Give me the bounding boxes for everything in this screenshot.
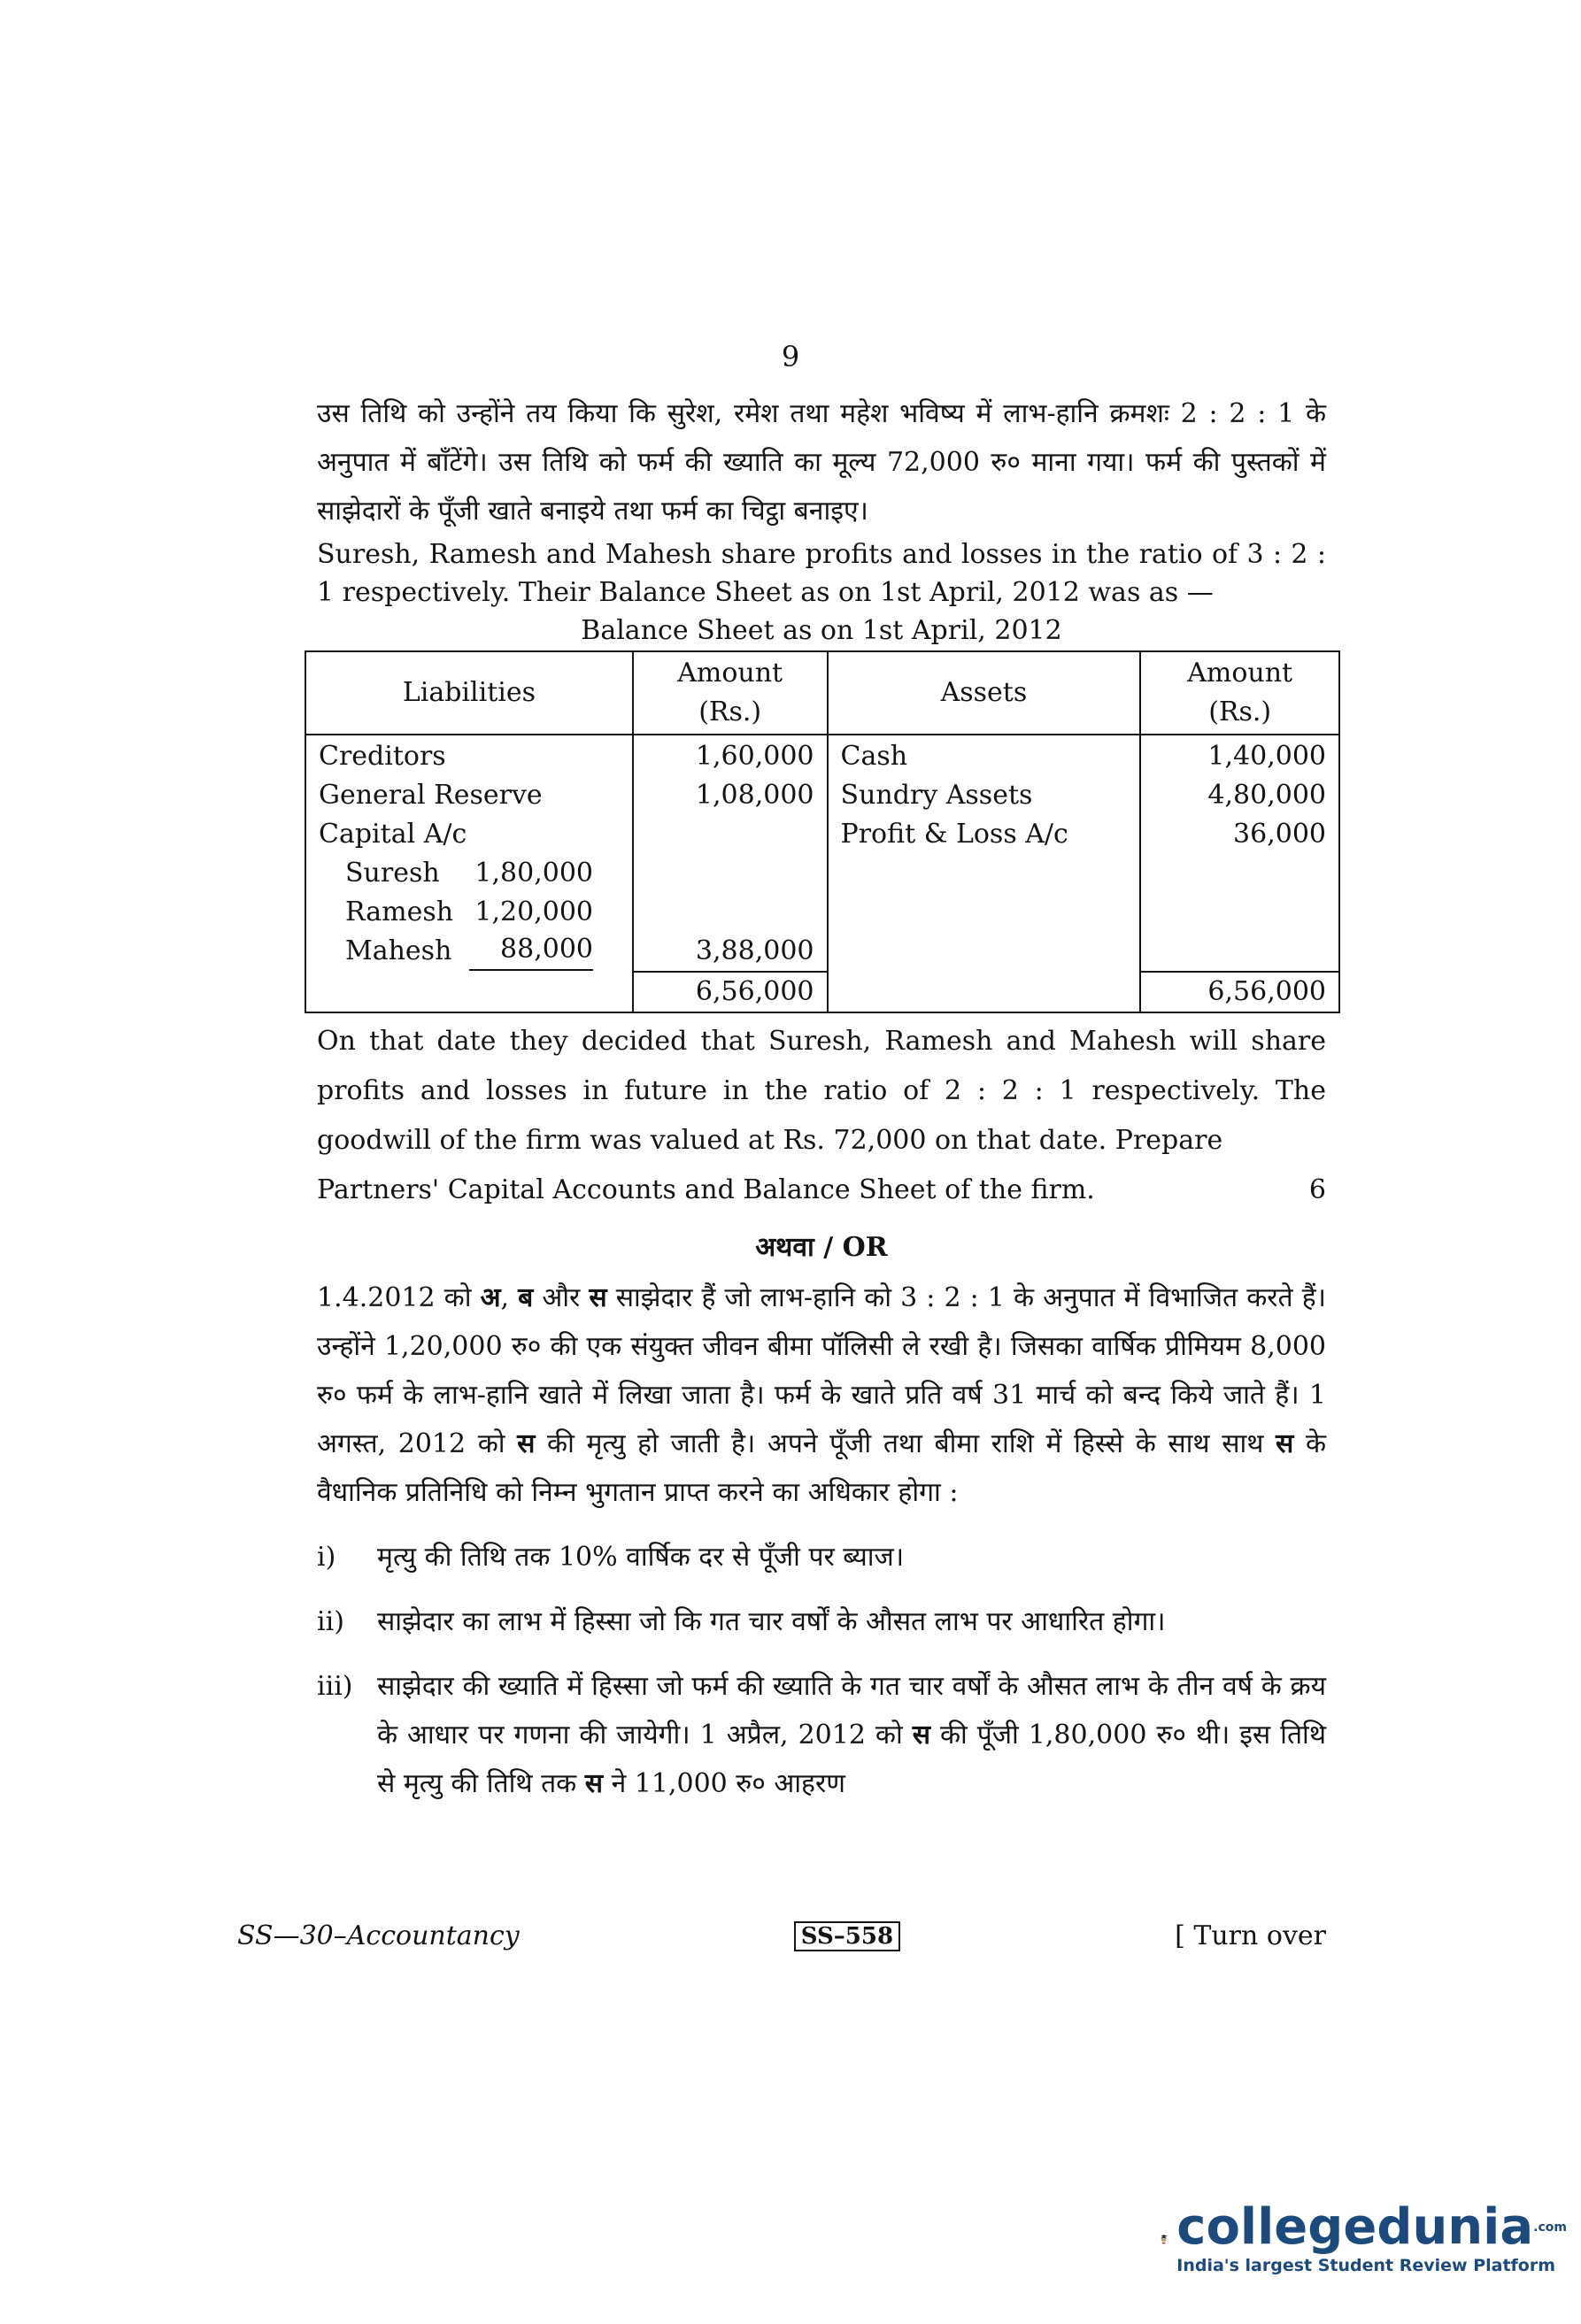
liability-amount: 1,60,000 [695,741,814,772]
footer-subject: SS—30–Accountancy [237,1920,520,1951]
question-last-line [317,1166,1326,1215]
asset-amount: 36,000 [1233,819,1326,850]
table-body-row [305,735,1339,972]
partner-name: Mahesh [345,935,452,966]
item-number: iii) [317,1671,353,1702]
list-item [317,1662,1326,1808]
assets-column [828,735,1141,972]
total-assets: 6,56,000 [1140,972,1339,1012]
item-text [377,1662,1326,1808]
list-item [317,1597,1326,1646]
header-assets: Assets [828,651,1141,735]
balance-sheet-title: Balance Sheet as on 1st April, 2012 [581,615,1062,646]
asset-amount: 4,80,000 [1207,780,1326,811]
header-amount: Amount (Rs.) [633,651,828,735]
hindi-intro: उस तिथि को उन्होंने तय किया कि सुरेश, रमेश तथा महेश भविष्य में लाभ-हानि क्रमशः 2 : 2 : 1 के अनुपात में बाँटेंगे। उस तिथि को फर्म की ख्याति का मूल्य 72,000 रु० माना गया। फर्म की पुस्तकों में साझेदारों के पूँजी खाते बनाइये तथा फर्म का चिट्ठा बनाइए। [317,398,1326,527]
total-row [305,972,1339,1012]
header-amount-assets: Amount (Rs.) [1140,651,1339,735]
total-liabilities: 6,56,000 [633,972,828,1012]
liability-label: General Reserve [319,780,543,811]
list-item [317,1533,1326,1581]
capital-line [319,932,620,971]
question-content [317,389,1326,1824]
partner-capital: 88,000 [469,932,593,971]
item-number: i) [317,1542,336,1573]
partner-s: स [584,1768,604,1799]
page-footer [237,1920,1326,1951]
partner-s: स [1276,1428,1294,1459]
liability-label: Creditors [319,741,446,772]
header-liabilities: Liabilities [305,651,633,735]
logo-name [1176,2198,1567,2256]
capital-line [319,893,620,932]
liabilities-amount-column [633,735,828,972]
capital-total: 3,88,000 [695,935,814,966]
text-fragment: साझेदार हैं जो लाभ-हानि को 3 : 2 : 1 के अनुपात में विभाजित करते हैं। उन्होंने 1,20,000 रु० की एक संयुक्त जीवन बीमा पॉलिसी ले रखी है। जिसका वार्षिक प्रीमियम 8,000 रु० फर्म के लाभ-हानि खाते में लिखा जाता है। फर्म के खाते प्रति वर्ष 31 मार्च को बन्द किये जाते हैं। 1 अगस्त, 2012 को [317,1282,1326,1459]
partner-s: स [517,1428,536,1459]
asset-amount: 1,40,000 [1207,741,1326,772]
hindi-or-question [317,1274,1326,1517]
english-question-last: Partners' Capital Accounts and Balance Sheet of the firm. [317,1174,1095,1205]
text-fragment: , [500,1282,519,1313]
english-intro: Suresh, Ramesh and Mahesh share profits and losses in the ratio of 3 : 2 : 1 respectively. Their Balance Sheet as on 1st April, 2012 was as — [317,539,1326,608]
partner-a: अ [480,1282,501,1313]
logo-tagline: India's largest Student Review Platform [1176,2256,1556,2275]
liability-label: Capital A/c [319,819,467,850]
partner-name: Ramesh [345,897,454,927]
conditions-list [317,1533,1326,1808]
logo-wordmark: collegedunia [1176,2198,1534,2256]
text-fragment: की मृत्यु हो जाती है। अपने पूँजी तथा बीमा राशि में हिस्से के साथ साथ [535,1428,1276,1459]
logo-suffix: .com [1533,2220,1567,2235]
turn-over: [ Turn over [1175,1920,1326,1951]
assets-amount-column [1140,735,1339,972]
asset-label: Cash [840,741,908,772]
asset-label: Sundry Assets [840,780,1033,811]
text-fragment: 1.4.2012 को [317,1282,481,1313]
item-number: ii) [317,1606,344,1637]
partner-capital: 1,20,000 [474,897,593,927]
marks: 6 [1308,1174,1326,1205]
liabilities-column [305,735,633,972]
footer-code: SS–558 [794,1921,900,1951]
collegedunia-logo [1160,2173,1567,2305]
page-number: 9 [781,340,800,373]
partner-capital: 1,80,000 [474,858,593,889]
english-question: On that date they decided that Suresh, Ramesh and Mahesh will share profits and losses in future in the ratio of 2 : 2 : 1 respectively. The goodwill of the firm was valued at Rs. 72,000 on that date. Prepare [317,1026,1326,1156]
table-header-row [305,651,1339,735]
text-fragment: के वैधानिक प्रतिनिधि को निम्न भुगतान प्राप्त करने का अधिकार होगा : [317,1428,1326,1508]
text-fragment: और [533,1282,590,1313]
asset-label: Profit & Loss A/c [840,819,1068,850]
balance-sheet-table [305,650,1340,1013]
or-heading: अथवा / OR [755,1232,888,1263]
item-text: साझेदार का लाभ में हिस्सा जो कि गत चार वर्षों के औसत लाभ पर आधारित होगा। [377,1606,1166,1637]
liability-amount: 1,08,000 [695,780,814,811]
partner-s: स [589,1282,607,1313]
text-fragment: ने 11,000 रु० आहरण [603,1768,845,1799]
item-text: मृत्यु की तिथि तक 10% वार्षिक दर से पूँजी पर ब्याज। [377,1542,905,1573]
student-mascot-icon [1160,2173,1168,2305]
partner-s: स [912,1720,930,1751]
capital-line [319,854,620,893]
text-fragment: की पूँजी 1,80,000 रु० थी। इस तिथि से मृत्यु की तिथि तक [377,1720,1326,1799]
partner-b: ब [518,1282,534,1313]
text-fragment: साझेदार की ख्याति में हिस्सा जो फर्म की ख्याति के गत चार वर्षों के औसत लाभ के तीन वर्ष के क्रय के आधार पर गणना की जायेगी। 1 अप्रैल, 2012 को [377,1671,1326,1751]
partner-name: Suresh [345,858,440,889]
